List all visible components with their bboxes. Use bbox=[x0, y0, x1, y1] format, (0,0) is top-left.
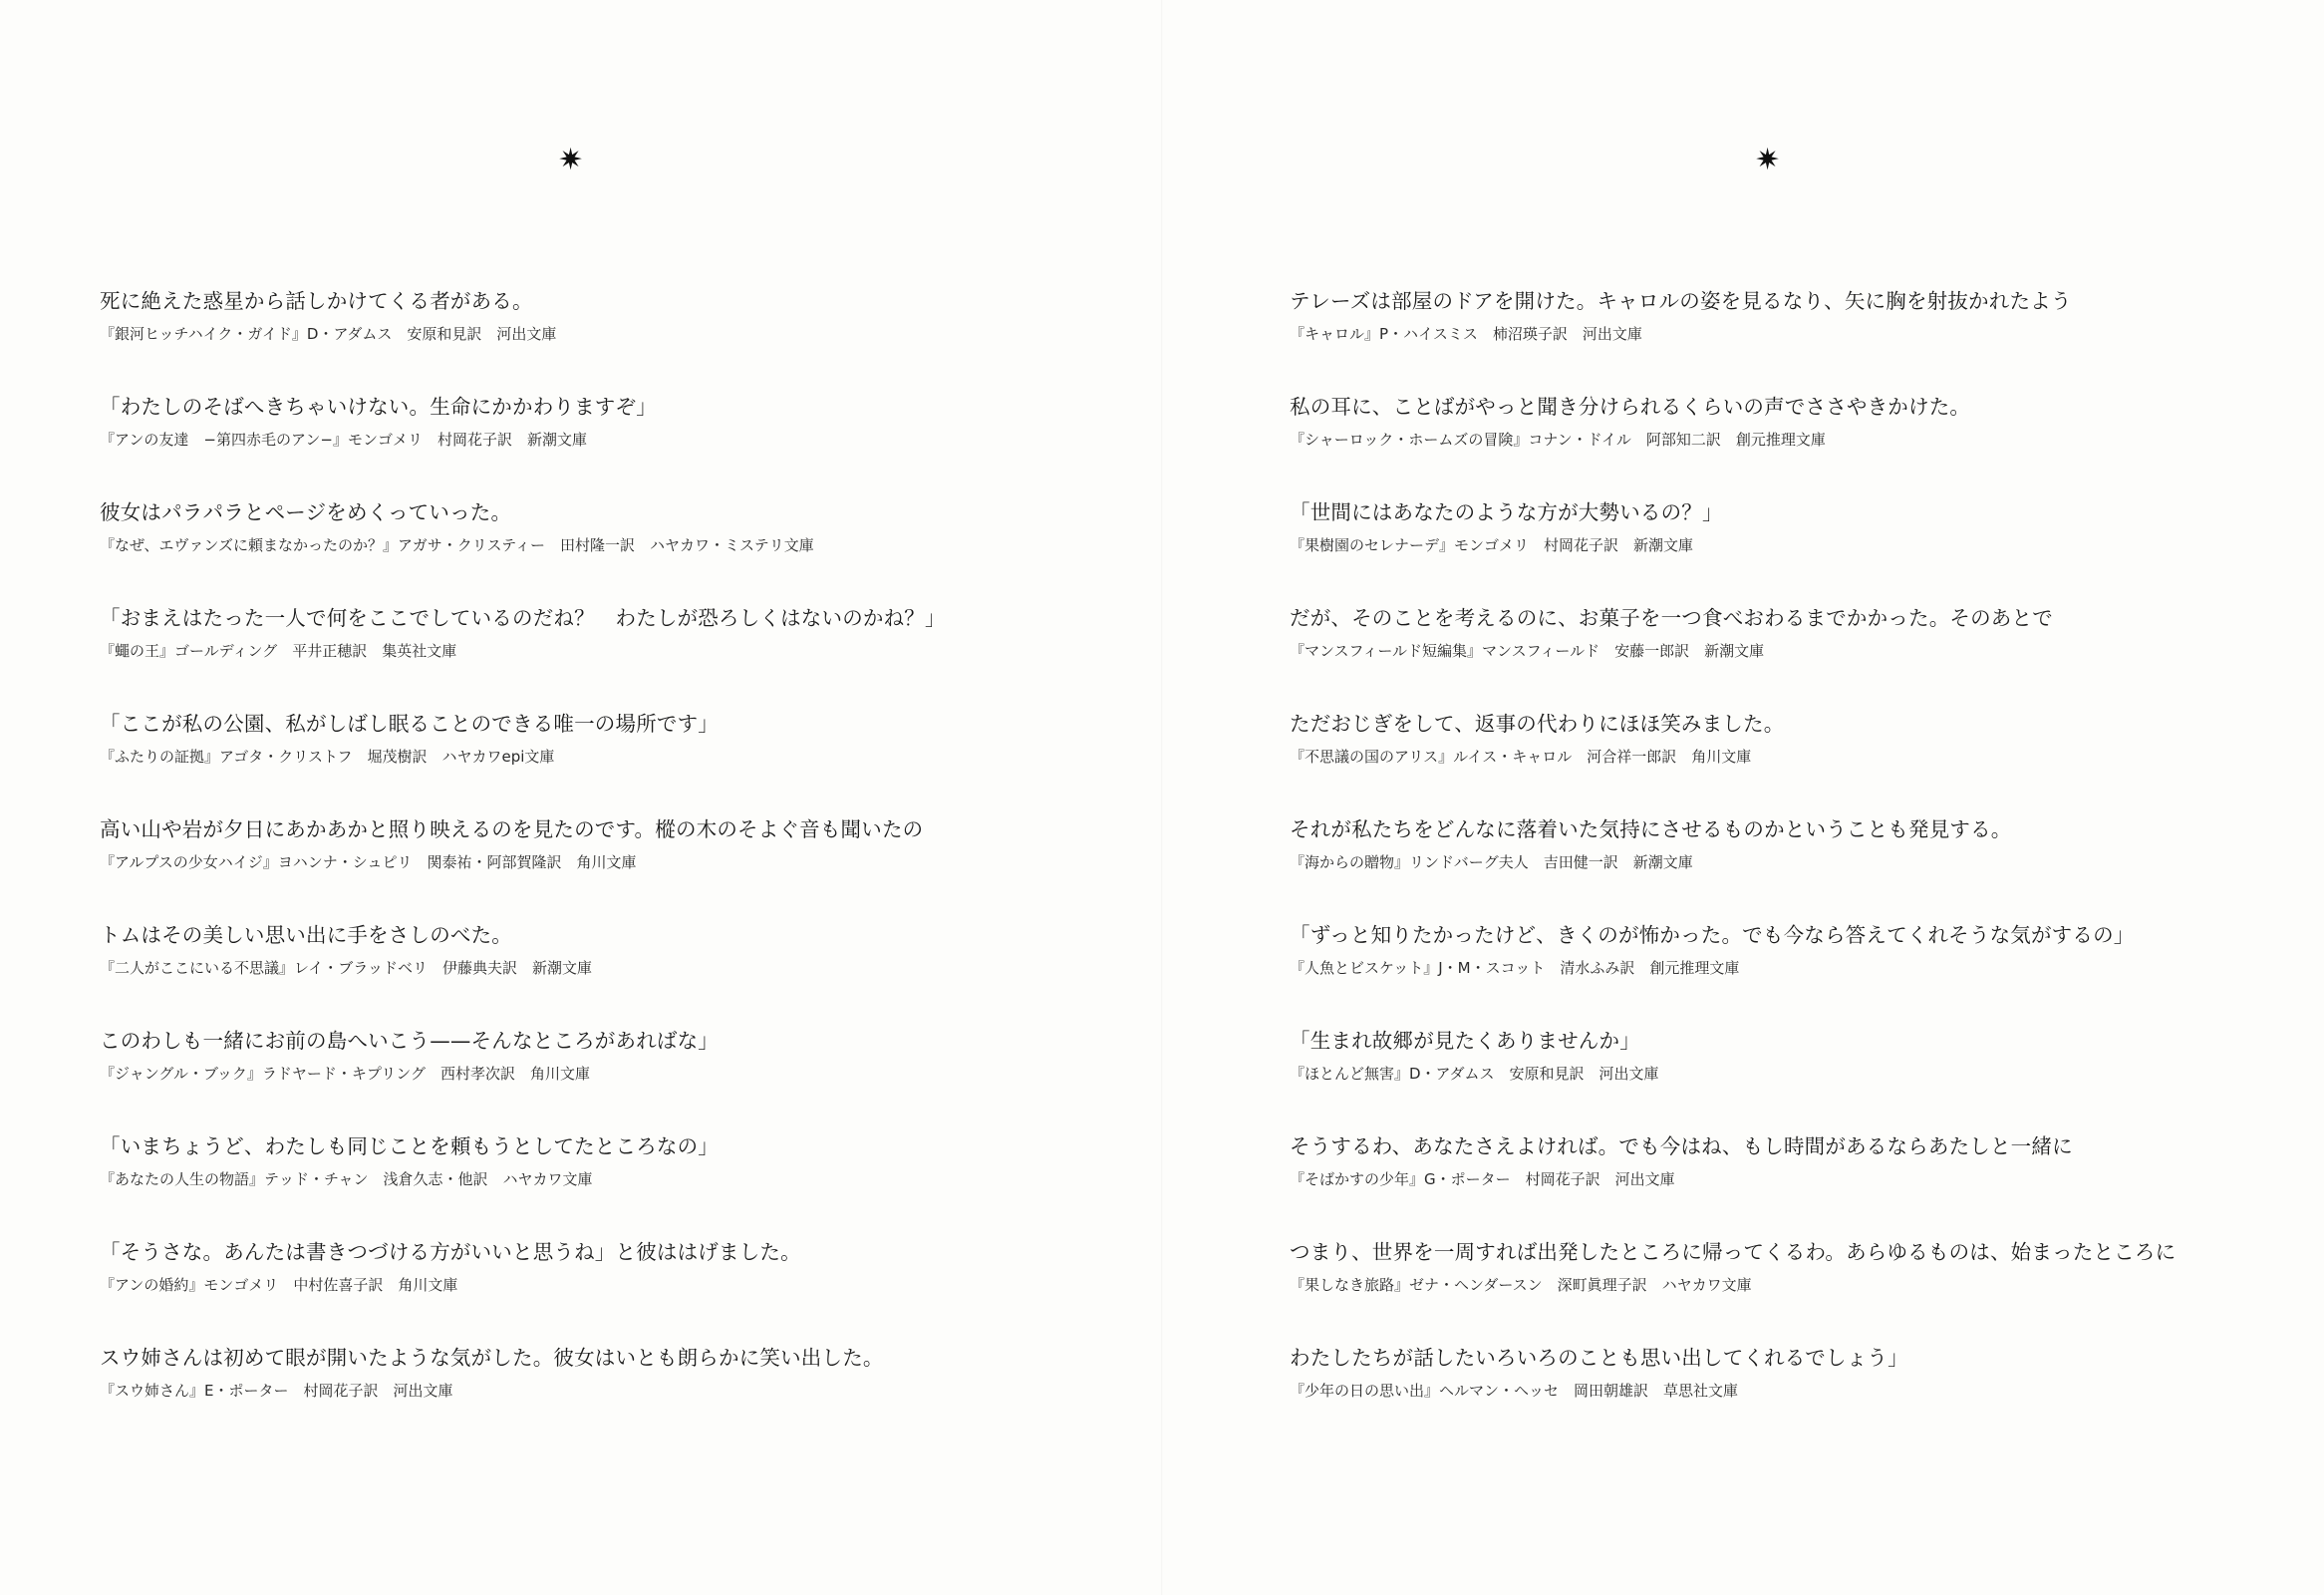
quote-item bbox=[100, 814, 1116, 920]
quote-source: 『果樹園のセレナーデ』モンゴメリ 村岡花子訳 新潮文庫 bbox=[1290, 536, 1694, 554]
quote-source: 『シャーロック・ホームズの冒険』コナン・ドイル 阿部知二訳 創元推理文庫 bbox=[1290, 431, 1826, 449]
quote-text: 「いまちょうど、わたしも同じことを頼もうとしてたところなの」 bbox=[100, 1134, 719, 1158]
quote-text: 彼女はパラパラとページをめくっていった。 bbox=[100, 500, 512, 524]
quote-text: 「ずっと知りたかったけど、きくのが怖かった。でも今なら答えてくれそうな気がするの」 bbox=[1290, 923, 2135, 947]
quote-text: 「わたしのそばへきちゃいけない。生命にかかわりますぞ」 bbox=[100, 395, 657, 419]
quote-item bbox=[1290, 1131, 2306, 1237]
quote-text: つまり、世界を一周すれば出発したところに帰ってくるわ。あらゆるものは、始まったところに bbox=[1290, 1240, 2177, 1264]
quote-source: 『アンの婚約』モンゴメリ 中村佐喜子訳 角川文庫 bbox=[100, 1276, 458, 1294]
quote-text: テレーズは部屋のドアを開けた。キャロルの姿を見るなり、矢に胸を射抜かれたよう bbox=[1290, 289, 2072, 313]
quote-item bbox=[100, 1343, 1116, 1448]
quote-item bbox=[100, 1237, 1116, 1343]
quote-source: 『そばかすの少年』G・ポーター 村岡花子訳 河出文庫 bbox=[1290, 1170, 1675, 1188]
quote-item bbox=[100, 603, 1116, 709]
quote-item bbox=[1290, 1343, 2306, 1448]
quote-source: 『人魚とビスケット』J・M・スコット 清水ふみ訳 創元推理文庫 bbox=[1290, 959, 1740, 977]
quote-source: 『ジャングル・ブック』ラドヤード・キプリング 西村孝次訳 角川文庫 bbox=[100, 1065, 591, 1083]
quote-text: 私の耳に、ことばがやっと聞き分けられるくらいの声でささやきかけた。 bbox=[1290, 395, 1971, 419]
quote-source: 『海からの贈物』リンドバーグ夫人 吉田健一訳 新潮文庫 bbox=[1290, 853, 1693, 871]
quote-text: そうするわ、あなたさえよければ。でも今はね、もし時間があるならあたしと一緒に bbox=[1290, 1134, 2073, 1158]
quote-text: 高い山や岩が夕日にあかあかと照り映えるのを見たのです。樅の木のそよぐ音も聞いたの bbox=[100, 817, 924, 841]
quote-source: 『アンの友達 −第四赤毛のアン−』モンゴメリ 村岡花子訳 新潮文庫 bbox=[100, 431, 587, 449]
quote-text: 「ここが私の公園、私がしばし眠ることのできる唯一の場所です」 bbox=[100, 712, 719, 736]
quote-source: 『銀河ヒッチハイク・ガイド』D・アダムス 安原和見訳 河出文庫 bbox=[100, 325, 557, 343]
quote-item bbox=[100, 286, 1116, 392]
quote-item bbox=[1290, 920, 2306, 1026]
right-page bbox=[1162, 0, 2324, 1595]
quote-item bbox=[100, 497, 1116, 603]
quote-text: 「そうさな。あんたは書きつづける方がいいと思うね」と彼ははげました。 bbox=[100, 1240, 801, 1264]
quote-text: トムはその美しい思い出に手をさしのべた。 bbox=[100, 923, 512, 947]
quote-item bbox=[1290, 1026, 2306, 1131]
quote-text: 「生まれ故郷が見たくありませんか」 bbox=[1290, 1029, 1640, 1053]
quote-source: 『スウ姉さん』E・ポーター 村岡花子訳 河出文庫 bbox=[100, 1382, 453, 1400]
quote-item bbox=[1290, 497, 2306, 603]
quote-item bbox=[100, 709, 1116, 814]
quote-text: スウ姉さんは初めて眼が開いたような気がした。彼女はいとも朗らかに笑い出した。 bbox=[100, 1346, 884, 1370]
quote-source: 『果しなき旅路』ゼナ・ヘンダースン 深町眞理子訳 ハヤカワ文庫 bbox=[1290, 1276, 1752, 1294]
quote-source: 『キャロル』P・ハイスミス 柿沼瑛子訳 河出文庫 bbox=[1290, 325, 1642, 343]
quote-item bbox=[1290, 392, 2306, 497]
quote-text: 「おまえはたった一人で何をここでしているのだね？ わたしが恐ろしくはないのかね？」 bbox=[100, 606, 946, 630]
quote-source: 『蠅の王』ゴールディング 平井正穂訳 集英社文庫 bbox=[100, 642, 457, 660]
star-ornament-icon: ✷ bbox=[558, 143, 584, 177]
quote-text: だが、そのことを考えるのに、お菓子を一つ食べおわるまでかかった。そのあとで bbox=[1290, 606, 2053, 630]
quote-source: 『少年の日の思い出』ヘルマン・ヘッセ 岡田朝雄訳 草思社文庫 bbox=[1290, 1382, 1739, 1400]
quote-text: 死に絶えた惑星から話しかけてくる者がある。 bbox=[100, 289, 533, 313]
quote-item bbox=[100, 1026, 1116, 1131]
quote-source: 『あなたの人生の物語』テッド・チャン 浅倉久志・他訳 ハヤカワ文庫 bbox=[100, 1170, 593, 1188]
quote-text: ただおじぎをして、返事の代わりにほほ笑みました。 bbox=[1290, 712, 1785, 736]
star-ornament-icon: ✷ bbox=[1755, 143, 1781, 177]
quote-item bbox=[1290, 286, 2306, 392]
quote-source: 『不思議の国のアリス』ルイス・キャロル 河合祥一郎訳 角川文庫 bbox=[1290, 748, 1752, 766]
quote-source: 『ふたりの証拠』アゴタ・クリストフ 堀茂樹訳 ハヤカワepi文庫 bbox=[100, 748, 555, 766]
quote-source: 『なぜ、エヴァンズに頼まなかったのか？』アガサ・クリスティー 田村隆一訳 ハヤカワ・ミステリ文庫 bbox=[100, 536, 814, 554]
quote-source: 『ほとんど無害』D・アダムス 安原和見訳 河出文庫 bbox=[1290, 1065, 1659, 1083]
quote-source: 『アルプスの少女ハイジ』ヨハンナ・シュピリ 関泰祐・阿部賀隆訳 角川文庫 bbox=[100, 853, 637, 871]
quote-item bbox=[100, 392, 1116, 497]
quote-text: 「世間にはあなたのような方が大勢いるの？」 bbox=[1290, 500, 1723, 524]
quote-source: 『二人がここにいる不思議』レイ・ブラッドベリ 伊藤典夫訳 新潮文庫 bbox=[100, 959, 592, 977]
quote-item bbox=[1290, 603, 2306, 709]
quote-item bbox=[100, 920, 1116, 1026]
quote-item bbox=[100, 1131, 1116, 1237]
quote-list bbox=[1290, 286, 2306, 1448]
quote-item bbox=[1290, 1237, 2306, 1343]
quote-item bbox=[1290, 709, 2306, 814]
quote-item bbox=[1290, 814, 2306, 920]
quote-text: このわしも一緒にお前の島へいこう——そんなところがあればな」 bbox=[100, 1029, 719, 1053]
quote-list bbox=[100, 286, 1116, 1448]
quote-source: 『マンスフィールド短編集』マンスフィールド 安藤一郎訳 新潮文庫 bbox=[1290, 642, 1765, 660]
quote-text: わたしたちが話したいろいろのことも思い出してくれるでしょう」 bbox=[1290, 1346, 1908, 1370]
quote-text: それが私たちをどんなに落着いた気持にさせるものかということも発見する。 bbox=[1290, 817, 2012, 841]
